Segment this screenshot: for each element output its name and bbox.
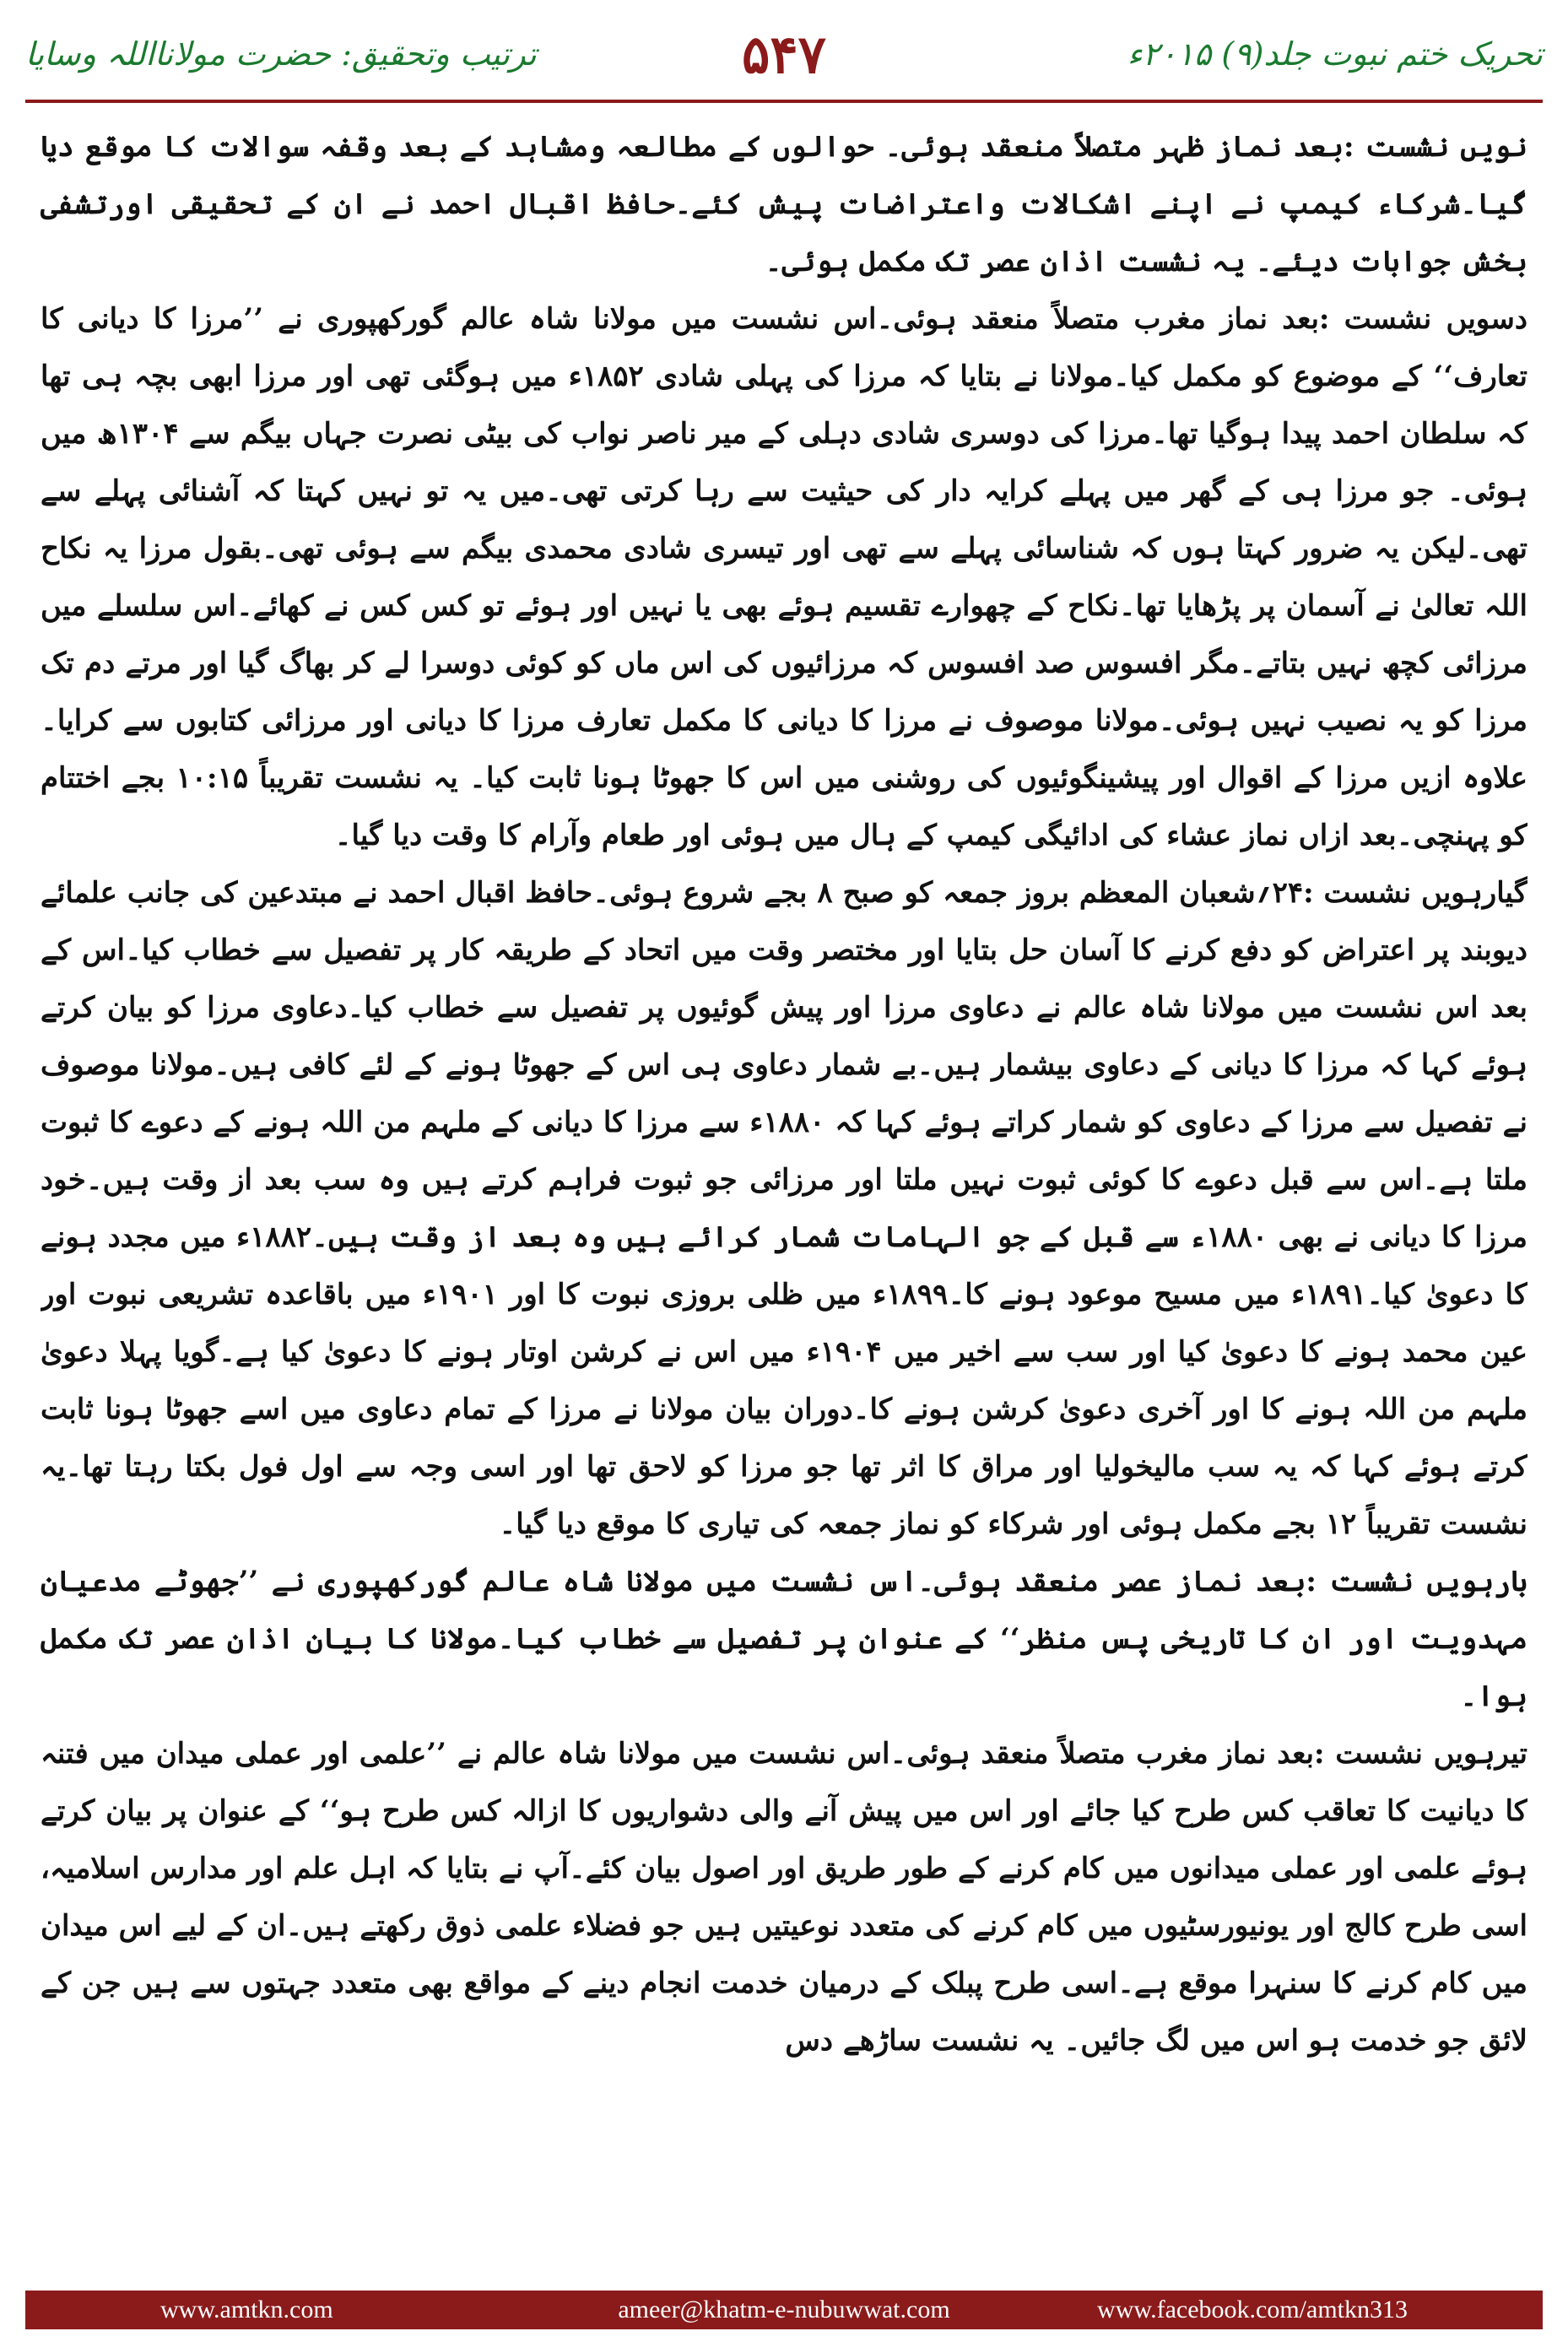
page-header [25,24,1543,91]
header-rule [25,100,1543,103]
email-link[interactable]: ameer@khatm-e-nubuwwat.com [618,2296,950,2323]
website-link[interactable]: www.amtkn.com [160,2296,333,2323]
book-title: تحریک ختم نبوت جلد(۹) ۲۰۱۵ء [1127,35,1543,73]
paragraph-session-11: گیارہویں نشست :۲۴؍شعبان المعظم بروز جمعہ کو صبح ۸ بجے شروع ہوئی۔حافظ اقبال احمد نے مبتدعین کی جانب علمائے دیوبند پر اعتراض کو دفع کرنے کا آسان حل بتایا اور مختصر وقت میں اتحاد کے طریقہ کار پر تفصیل سے خطاب کیا۔اس کے بعد اس نشست میں مولانا شاہ عالم نے دعاوی مرزا اور پیش گوئیوں پر تفصیل سے خطاب کیا۔دعاوی مرزا کو بیان کرتے ہوئے کہا کہ مرزا کا دیانی کے دعاوی بیشمار ہیں۔بے شمار دعاوی ہی اس کے جھوٹا ہونے کے لئے کافی ہیں۔مولانا موصوف نے تفصیل سے مرزا کے دعاوی کو شمار کراتے ہوئے کہا کہ ۱۸۸۰ء سے مرزا کا دیانی کے ملہم من اللہ ہونے کے دعوے کا ثبوت ملتا ہے۔اس سے قبل دعوے کا کوئی ثبوت نہیں ملتا اور مرزائی جو ثبوت فراہم کرتے ہیں وہ سب بعد از وقت ہیں۔خود مرزا کا دیانی نے بھی ۱۸۸۰ء سے قبل کے جو الہامات شمار کرائے ہیں وہ بعد از وقت ہیں۔۱۸۸۲ء میں مجدد ہونے کا دعویٰ کیا۔۱۸۹۱ء میں مسیح موعود ہونے کا۔۱۸۹۹ء میں ظلی بروزی نبوت کا اور ۱۹۰۱ء میں باقاعدہ تشریعی نبوت اور عین محمد ہونے کا دعویٰ کیا اور سب سے اخیر میں ۱۹۰۴ء میں اس نے کرشن اوتار ہونے کا دعویٰ کیا ہے۔گویا پہلا دعویٰ ملہم من اللہ ہونے کا اور آخری دعویٰ کرشن ہونے کا۔دوران بیان مولانا نے مرزا کے تمام دعاوی میں اسے جھوٹا ہونا ثابت کرتے ہوئے کہا کہ یہ سب مالیخولیا اور مراق کا اثر تھا جو مرزا کو لاحق تھا اور اسی وجہ سے اول فول بکتا رہتا تھا۔یہ نشست تقریباً ۱۲ بجے مکمل ہوئی اور شرکاء کو نماز جمعہ کی تیاری کا موقع دیا گیا۔ [41,876,1527,1541]
page-footer [25,2291,1543,2329]
article-body [41,118,1527,2203]
paragraph-session-10: دسویں نشست :بعد نماز مغرب متصلاً منعقد ہوئی۔اس نشست میں مولانا شاہ عالم گورکھپوری نے ’’مرزا کا دیانی کا تعارف‘‘ کے موضوع کو مکمل کیا۔مولانا نے بتایا کہ مرزا کی پہلی شادی ۱۸۵۲ء میں ہوگئی تھی اور مرزا ابھی بچہ ہی تھا کہ سلطان احمد پیدا ہوگیا تھا۔مرزا کی دوسری شادی دہلی کے میر ناصر نواب کی بیٹی نصرت جہاں بیگم سے ۱۳۰۴ھ میں ہوئی۔ جو مرزا ہی کے گھر میں پہلے کرایہ دار کی حیثیت سے رہا کرتی تھی۔میں یہ تو نہیں کہتا کہ آشنائی پہلے سے تھی۔لیکن یہ ضرور کہتا ہوں کہ شناسائی پہلے سے تھی اور تیسری شادی محمدی بیگم سے ہوئی تھی۔بقول مرزا یہ نکاح اللہ تعالیٰ نے آسمان پر پڑھایا تھا۔نکاح کے چھوارے تقسیم ہوئے بھی یا نہیں اور ہوئے تو کس کس نے کھائے۔اس سلسلے میں مرزائی کچھ نہیں بتاتے۔مگر افسوس صد افسوس کہ مرزائیوں کی اس ماں کو کوئی دوسرا لے کر بھاگ گیا اور مرتے دم تک مرزا کو یہ نصیب نہیں ہوئی۔مولانا موصوف نے مرزا کا دیانی کا مکمل تعارف مرزا کا دیانی اور مرزائی کتابوں سے کرایا۔علاوہ ازیں مرزا کے اقوال اور پیشینگوئیوں کی روشنی میں اس کا جھوٹا ہونا ثابت کیا۔ یہ نشست تقریباً ۱۰:۱۵ بجے اختتام کو پہنچی۔بعد ازاں نماز عشاء کی ادائیگی کیمپ کے ہال میں ہوئی اور طعام وآرام کا وقت دیا گیا۔ [41,302,1527,852]
compiler-credit: ترتیب وتحقیق: حضرت مولانااللہ وسایا [25,35,537,73]
paragraph-session-13: تیرہویں نشست :بعد نماز مغرب متصلاً منعقد ہوئی۔اس نشست میں مولانا شاہ عالم نے ’’علمی اور عملی میدان میں فتنہ کا دیانیت کا تعاقب کس طرح کیا جائے اور اس میں پیش آنے والی دشواریوں کا ازالہ کس طرح ہو‘‘ کے عنوان پر بیان کرتے ہوئے علمی اور عملی میدانوں میں کام کرنے کے طور طریق اور اصول بیان کئے۔آپ نے بتایا کہ اہل علم اور مدارس اسلامیہ، اسی طرح کالج اور یونیورسٹیوں میں کام کرنے کی متعدد نوعیتیں ہیں جو فضلاء علمی ذوق رکھتے ہیں۔ان کے لیے اس میدان میں کام کرنے کا سنہرا موقع ہے۔اسی طرح پبلک کے درمیان خدمت انجام دینے کے مواقع بھی متعدد جہتوں سے ہیں جن کے لائق جو خدمت ہو اس میں لگ جائیں۔ یہ نشست ساڑھے دس [41,1737,1527,2058]
facebook-link[interactable]: www.facebook.com/amtkn313 [1097,2296,1408,2323]
paragraph-session-9: نویں نشست :بعد نماز ظہر متصلاً منعقد ہوئی۔ حوالوں کے مطالعہ ومشاہد کے بعد وقفہ سوالات کا موقع دیا گیا۔شرکاء کیمپ نے اپنے اشکالات واعتراضات پیش کئے۔حافظ اقبال احمد نے ان کے تحقیقی اورتشفی بخش جوابات دیئے۔ یہ نشست اذان عصر تک مکمل ہوئی۔ [41,130,1527,279]
page-number: ۵۴۷ [742,24,826,85]
paragraph-session-12: بارہویں نشست :بعد نماز عصر منعقد ہوئی۔اس نشست میں مولانا شاہ عالم گورکھپوری نے ’’جھوٹے مدعیان مہدویت اور ان کا تاریخی پس منظر‘‘ کے عنوان پر تفصیل سے خطاب کیا۔مولانا کا بیان اذان عصر تک مکمل ہوا۔ [41,1565,1527,1713]
